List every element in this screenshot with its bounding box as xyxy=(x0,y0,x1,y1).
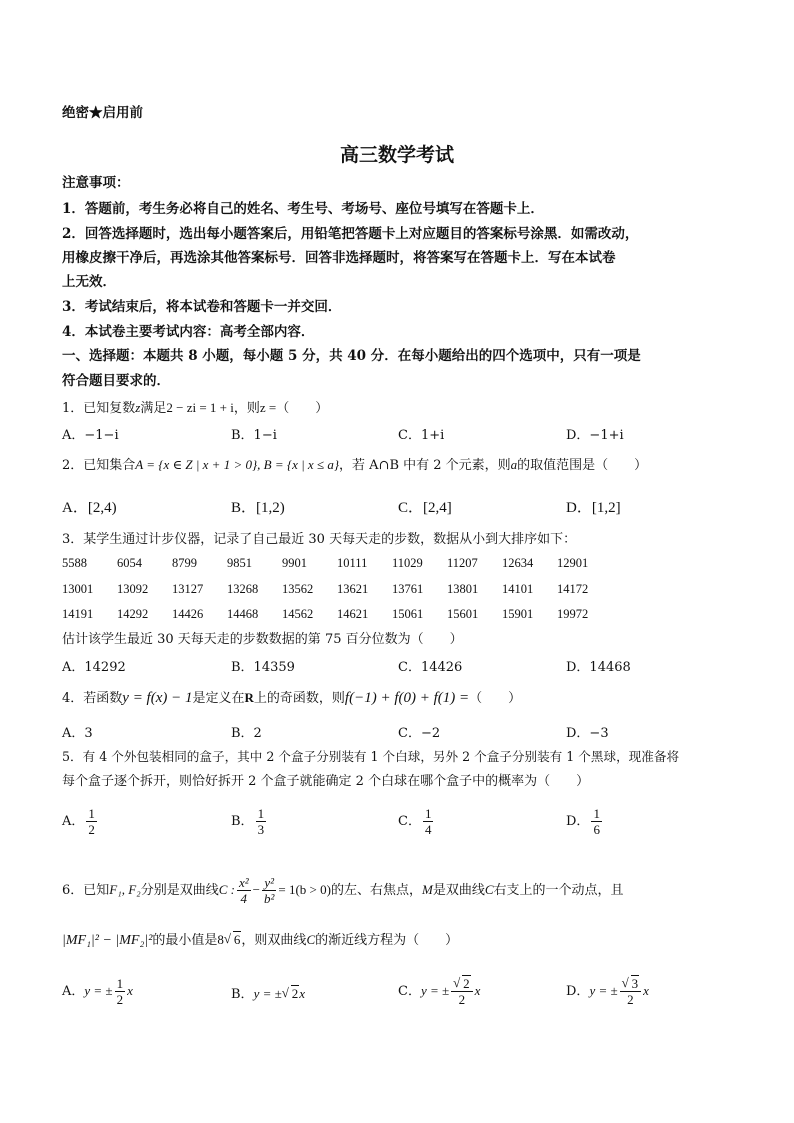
question-2: 2．已知集合A = {x ∈ Z | x + 1 > 0}, B = {x | x ≤ a}，若 A∩B 中有 2 个元素，则a的取值范围是（ ） xyxy=(62,457,648,473)
q4-option-c: C．−2 xyxy=(398,726,441,741)
q3-option-a: A．14292 xyxy=(62,660,126,675)
q3-option-d: D．14468 xyxy=(566,660,631,675)
confidential-mark: 绝密★启用前 xyxy=(62,105,143,121)
notice-item: 用橡皮擦干净后，再选涂其他答案标号．回答非选择题时，将答案写在答题卡上．写在本试卷 xyxy=(62,250,616,266)
question-5-cont: 每个盒子逐个拆开，则恰好拆开 2 个盒子就能确定 2 个白球在哪个盒子中的概率为（ ） xyxy=(62,774,590,789)
question-6-cont: |MF₁|² − |MF₂|²的最小值是8√ 6，则双曲线C的渐近线方程为（ ） xyxy=(62,930,458,951)
page-title: 高三数学考试 xyxy=(339,144,454,166)
q1-option-d: D．−1+i xyxy=(566,428,624,443)
data-row-2: 13001 13092 13127 13268 13562 13621 13761 13801 14101 14172 xyxy=(62,582,589,596)
q6-option-d: D．y = ± √ $\frac{3}{2}$ x xyxy=(566,976,649,1007)
data-row-1: 5588 6054 8799 9851 9901 10111 11029 11207 12634 12901 xyxy=(62,556,589,570)
notice-heading: 注意事项： xyxy=(62,175,130,191)
q4-option-a: A．3 xyxy=(62,726,93,741)
q4-option-d: D．−3 xyxy=(566,726,609,741)
q3-option-c: C．14426 xyxy=(398,660,463,675)
question-3-ask: 估计该学生最近 30 天每天走的步数数据的第 75 百分位数为（ ） xyxy=(62,632,463,647)
q5-option-d: D． $\frac{1}{6}$ xyxy=(566,806,600,837)
q2-option-a: A．[2,4) xyxy=(62,500,117,516)
question-5: 5．有 4 个外包装相同的盒子，其中 2 个盒子分别装有 1 个白球，另外 2 个盒子分别装有 1 个黑球，现准备将 xyxy=(62,749,680,764)
q6-option-a: A．y = ± $\frac{1}{2}$ x xyxy=(62,976,133,1007)
section-heading-cont: 符合题目要求的． xyxy=(62,373,170,389)
notice-item: 4．本试卷主要考试内容：高考全部内容． xyxy=(62,324,315,340)
notice-item: 1．答题前，考生务必将自己的姓名、考生号、考场号、座位号填写在答题卡上． xyxy=(62,201,544,217)
q1-option-b: B．1−i xyxy=(231,428,277,443)
data-row-3: 14191 14292 14426 14468 14562 14621 15061 15601 15901 19972 xyxy=(62,607,589,621)
q3-option-b: B．14359 xyxy=(231,660,295,675)
question-1: 1．已知复数z满足2 − zi = 1 + i，则z =（ ） xyxy=(62,400,329,416)
q1-option-c: C．1+i xyxy=(398,428,445,443)
q2-option-d: D．[1,2] xyxy=(566,500,621,516)
q5-option-b: B． $\frac{1}{3}$ xyxy=(231,806,265,837)
notice-item: 上无效． xyxy=(62,274,116,290)
q1-option-a: A．−1−i xyxy=(62,428,119,443)
q2-option-b: B．[1,2) xyxy=(231,500,285,516)
notice-item: 3．考试结束后，将本试卷和答题卡一并交回． xyxy=(62,299,342,315)
section-heading: 一、选择题：本题共 8 小题，每小题 5 分，共 40 分．在每小题给出的四个选项中，只有一项是 xyxy=(62,348,641,364)
q4-option-b: B．2 xyxy=(231,726,262,741)
q6-option-c: C．y = ± √ $\frac{2}{2}$ x xyxy=(398,976,480,1007)
question-4: 4．若函数y = f(x) − 1是定义在R上的奇函数，则f(−1) + f(0) + f(1) =（ ） xyxy=(62,690,522,706)
q5-option-c: C． $\frac{1}{4}$ xyxy=(398,806,432,837)
q2-option-c: C．[2,4] xyxy=(398,500,452,516)
question-3: 3．某学生通过计步仪器，记录了自己最近 30 天每天走的步数，数据从小到大排序如下： xyxy=(62,532,577,547)
q6-option-b: B．y = ±√ 2x xyxy=(231,983,305,1002)
notice-item: 2．回答选择题时，选出每小题答案后，用铅笔把答题卡上对应题目的答案标号涂黑．如需改动， xyxy=(62,226,639,242)
question-6: 6．已知F₁, F₂分别是双曲线C : $\frac{\text{x²}}{4}$ − $\frac{\text{y²}}{\text{b²}}$ = 1(b > 0)的左、右焦点，M是双曲线C右支上的一个动点，且 xyxy=(62,875,624,906)
q5-option-a: A． $\frac{1}{2}$ xyxy=(62,806,95,837)
